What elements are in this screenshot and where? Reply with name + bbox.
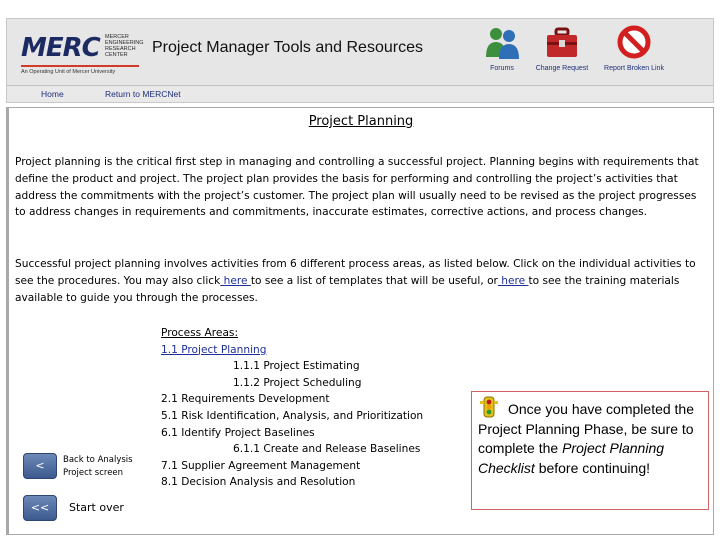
- return-mercnet-link[interactable]: Return to MERCNet: [105, 89, 181, 99]
- process-area-item[interactable]: 1.1.2 Project Scheduling: [233, 376, 362, 389]
- reminder-note: [471, 391, 709, 510]
- logo-wordmark: MERC: [21, 33, 100, 63]
- process-area-item[interactable]: 6.1.1 Create and Release Baselines: [233, 443, 421, 456]
- start-over-button[interactable]: <<: [23, 495, 57, 521]
- process-area-item[interactable]: 6.1 Identify Project Baselines: [161, 426, 315, 439]
- report-broken-link-label: Report Broken Link: [604, 65, 664, 72]
- traffic-light-icon: [478, 396, 500, 418]
- forums-button[interactable]: [471, 23, 533, 72]
- logo-stripe: [21, 65, 139, 67]
- back-label-line-1: Back to Analysis: [63, 455, 133, 465]
- start-over-label: Start over: [69, 501, 124, 514]
- toolbox-icon: [542, 23, 582, 63]
- back-button[interactable]: <: [23, 453, 57, 479]
- nav-bar: [7, 85, 713, 102]
- activities-paragraph: [15, 256, 705, 306]
- note-text-2: before continuing!: [538, 459, 650, 476]
- intro-paragraph: Project planning is the critical first step in managing and controlling a successful project. Planning begins with requirements that define the product and project. The project plan provides the basis for performing and controlling the project’s activities that address the commitments with the project’s customer. The project plan will usually need to be revised as the project progresses to address changes in requirements and commitments, inaccurate estimates, corrective actions, and process changes.: [15, 156, 699, 219]
- home-link[interactable]: Home: [41, 89, 64, 99]
- process-area-item[interactable]: [161, 342, 461, 359]
- back-label-line-2: Project screen: [63, 468, 124, 478]
- process-area-item[interactable]: 2.1 Requirements Development: [161, 393, 330, 406]
- content-panel: [6, 107, 714, 535]
- forums-label: Forums: [490, 65, 514, 72]
- process-areas-heading: Process Areas:: [161, 327, 239, 339]
- process-area-item[interactable]: 1.1.1 Project Estimating: [233, 360, 360, 373]
- people-icon: [482, 23, 522, 63]
- page-title: Project Planning: [308, 114, 414, 129]
- app-title: Project Manager Tools and Resources: [152, 39, 423, 56]
- no-entry-icon: [614, 23, 654, 63]
- process-area-link[interactable]: 1.1 Project Planning: [161, 343, 267, 356]
- note-text-1: Once you have completed the Project Planning Phase, be sure to complete the: [478, 401, 695, 457]
- process-area-item[interactable]: 8.1 Decision Analysis and Resolution: [161, 476, 356, 489]
- templates-link[interactable]: here: [220, 274, 251, 287]
- change-request-label: Change Request: [535, 65, 589, 72]
- activities-text-3: to see the training materials available to guide you through the processes.: [15, 274, 680, 304]
- merc-logo[interactable]: [17, 29, 147, 81]
- logo-subtitle: MERCER ENGINEERING RESEARCH CENTER: [105, 34, 144, 58]
- report-broken-link-button[interactable]: [603, 23, 665, 72]
- process-area-item[interactable]: 5.1 Risk Identification, Analysis, and Prioritization: [161, 409, 424, 422]
- change-request-button[interactable]: [531, 23, 593, 72]
- activities-text-2: to see a list of templates that will be useful, or: [250, 274, 498, 287]
- process-areas-list: [161, 325, 461, 491]
- logo-tagline: An Operating Unit of Mercer University: [21, 69, 116, 75]
- app-header: [6, 18, 714, 103]
- back-button-label: [63, 454, 133, 480]
- training-materials-link[interactable]: here: [497, 274, 529, 287]
- activities-text-1: Successful project planning involves activities from 6 different process areas, as listed below. Click on the individual activities to see the procedures. You may also click: [15, 258, 696, 287]
- checklist-reference: Project Planning Checklist: [478, 440, 665, 476]
- process-area-item[interactable]: 7.1 Supplier Agreement Management: [161, 459, 361, 472]
